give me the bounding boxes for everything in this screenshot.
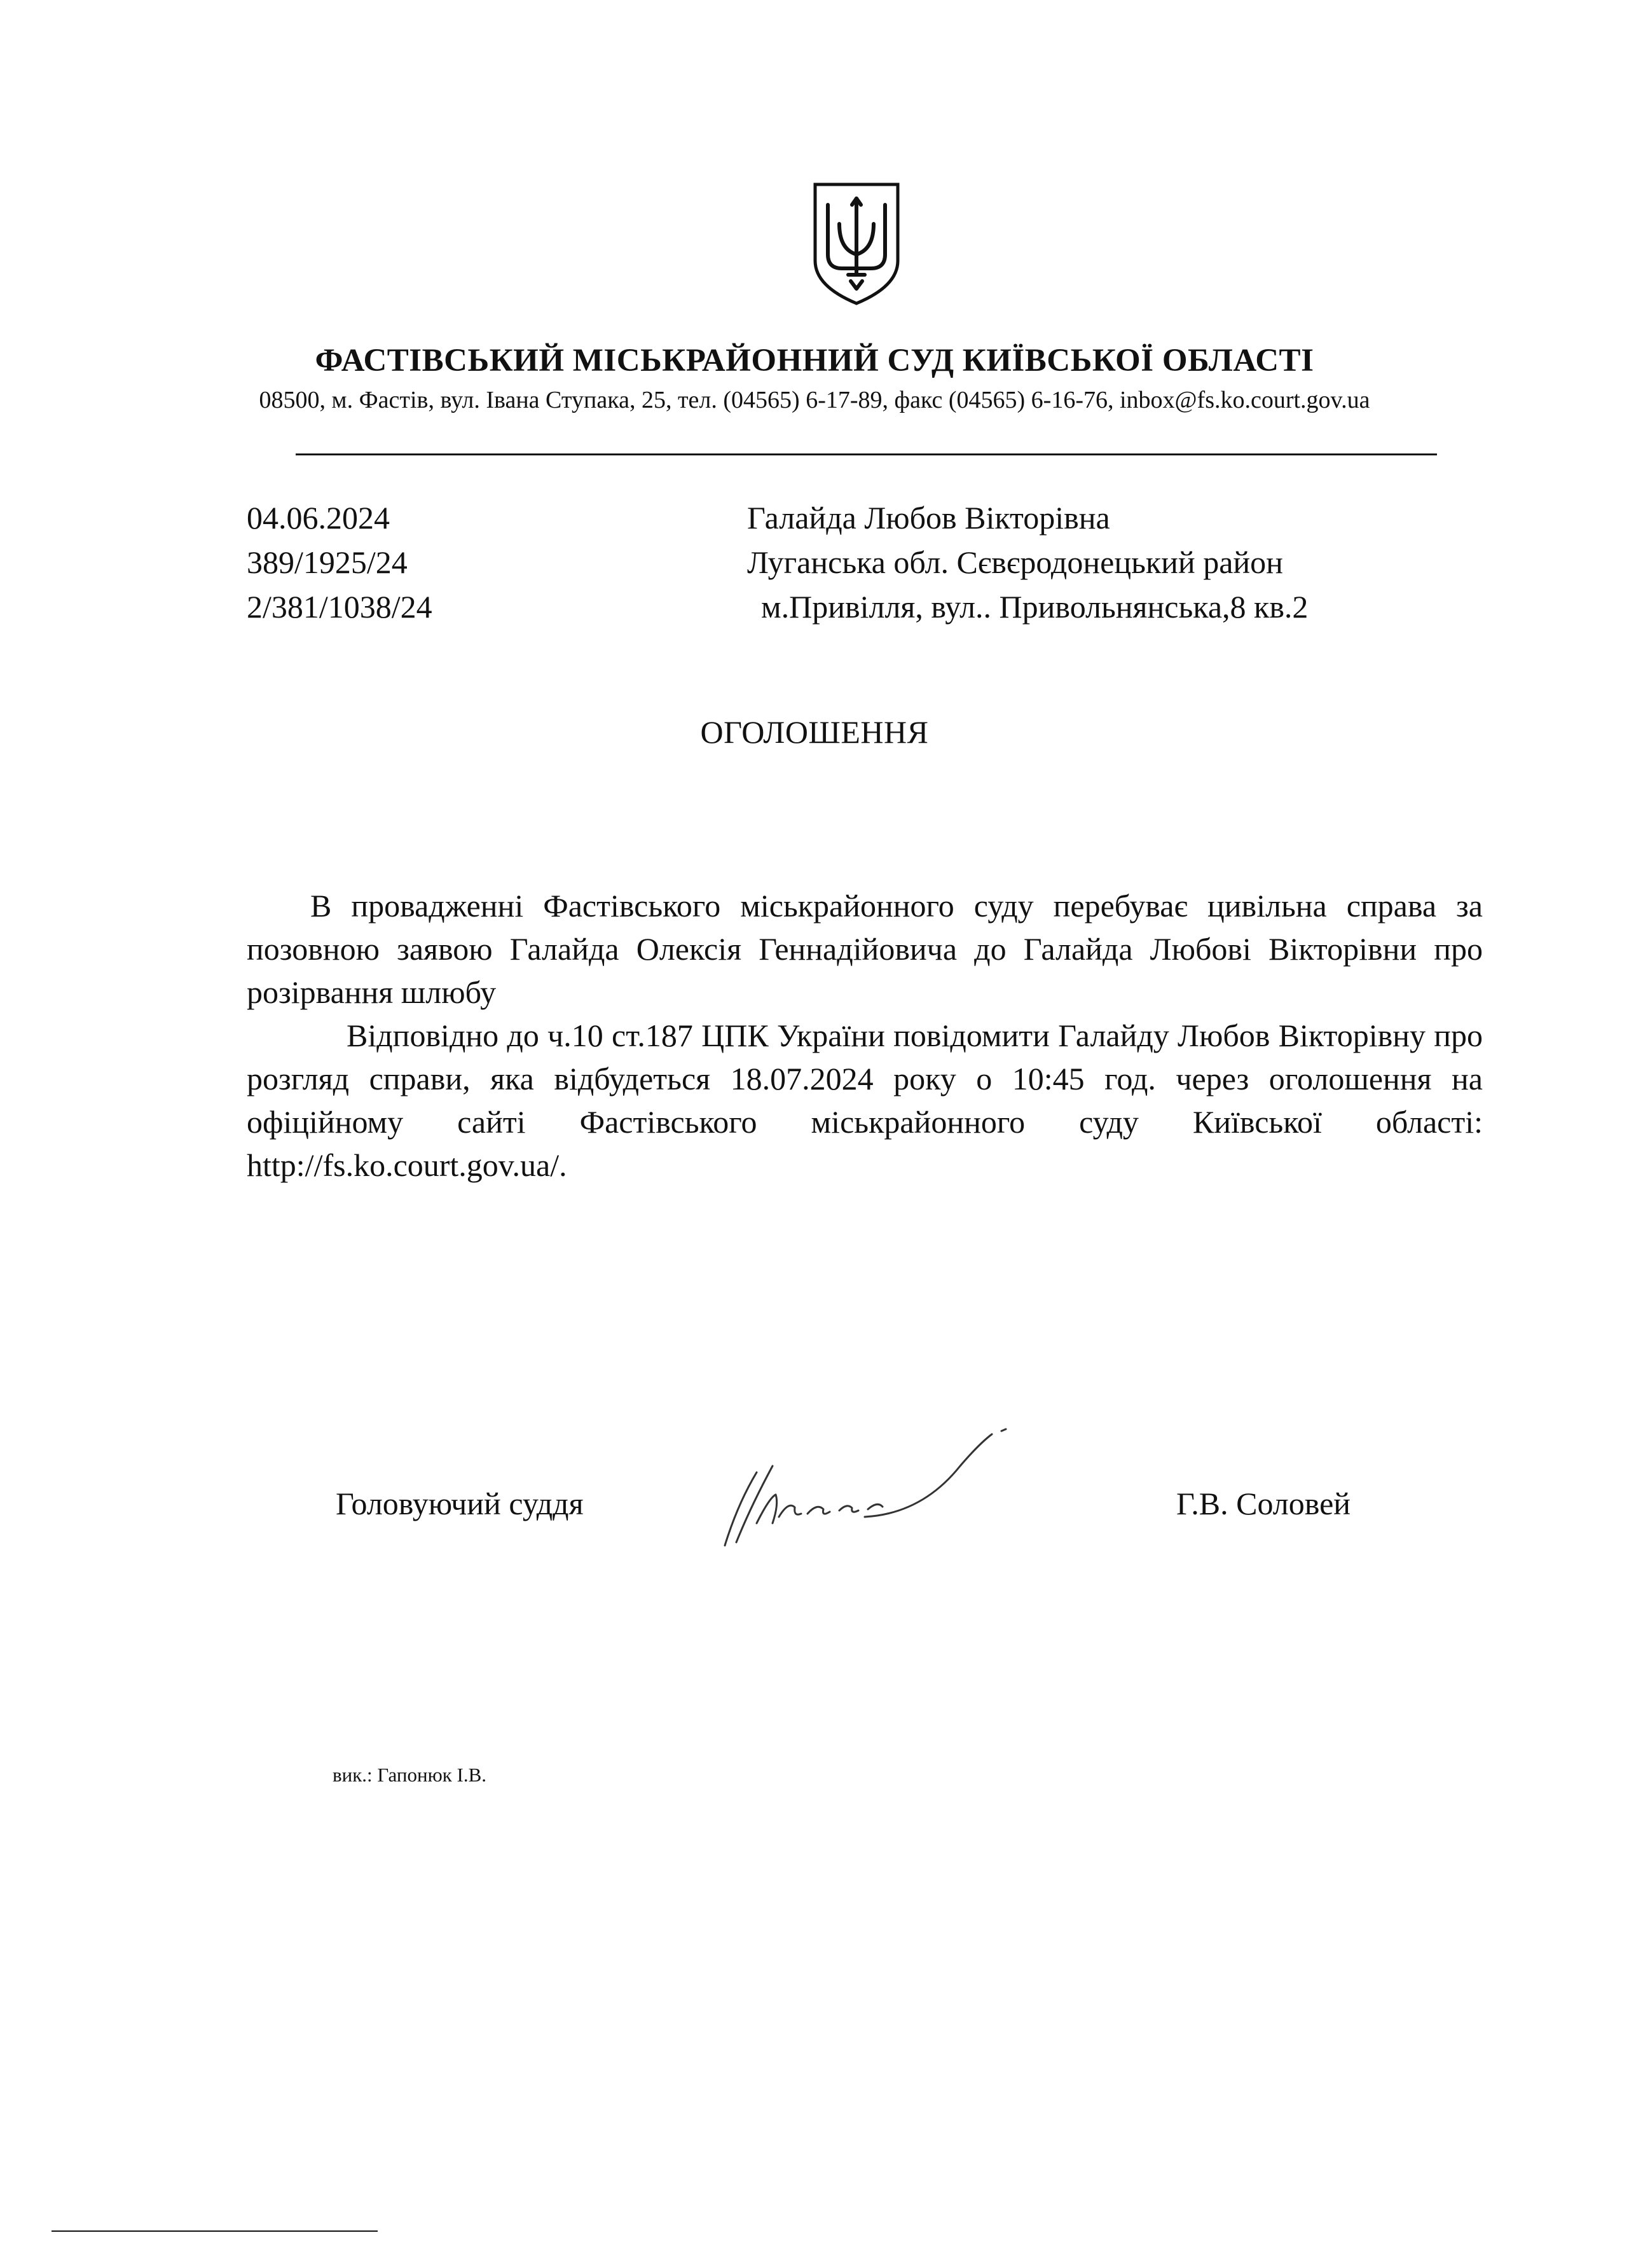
executor-note: вик.: Гапонюк І.В. — [333, 1764, 487, 1786]
addressee-region: Луганська обл. Сєвєродонецький район — [747, 544, 1283, 580]
signer-title: Головуючий суддя — [336, 1486, 584, 1521]
court-name: ФАСТІВСЬКИЙ МІСЬКРАЙОННИЙ СУД КИЇВСЬКОЇ ОБЛАСТІ — [315, 343, 1314, 378]
notice-title: ОГОЛОШЕННЯ — [700, 714, 929, 750]
outgoing-number: 2/381/1038/24 — [247, 589, 432, 625]
court-address: 08500, м. Фастів, вул. Івана Ступака, 25, тел. (04565) 6-17-89, факс (04565) 6-16-76, inbox@fs.ko.court.gov.ua — [259, 387, 1370, 413]
document-date: 04.06.2024 — [247, 500, 390, 536]
signer-name: Г.В. Соловей — [1176, 1486, 1351, 1521]
footer-divider — [52, 2230, 378, 2232]
addressee-street: м.Привілля, вул.. Привольнянська,8 кв.2 — [761, 589, 1309, 625]
handwritten-signature — [712, 1428, 1011, 1549]
notice-paragraph-2: Відповідно до ч.10 ст.187 ЦПК України повідомити Галайду Любов Вікторівну про розгляд справи, яка відбудеться 18.07.2024 року о 10:45 год. через оголошення на офіційному сайті Фастівського міськрайонного суду Київської області: http://fs.ko.court.gov.ua/. — [247, 1018, 1483, 1183]
ukraine-trident-emblem — [809, 179, 904, 307]
case-number: 389/1925/24 — [247, 544, 408, 580]
notice-paragraph-1: В провадженні Фастівського міськрайонного суду перебуває цивільна справа за позовною заявою Галайда Олексія Геннадійовича до Галайда Любові Вікторівни про розірвання шлюбу — [247, 888, 1483, 1010]
notice-body — [247, 884, 1483, 1187]
addressee-name: Галайда Любов Вікторівна — [747, 500, 1110, 536]
header-divider — [296, 453, 1437, 455]
